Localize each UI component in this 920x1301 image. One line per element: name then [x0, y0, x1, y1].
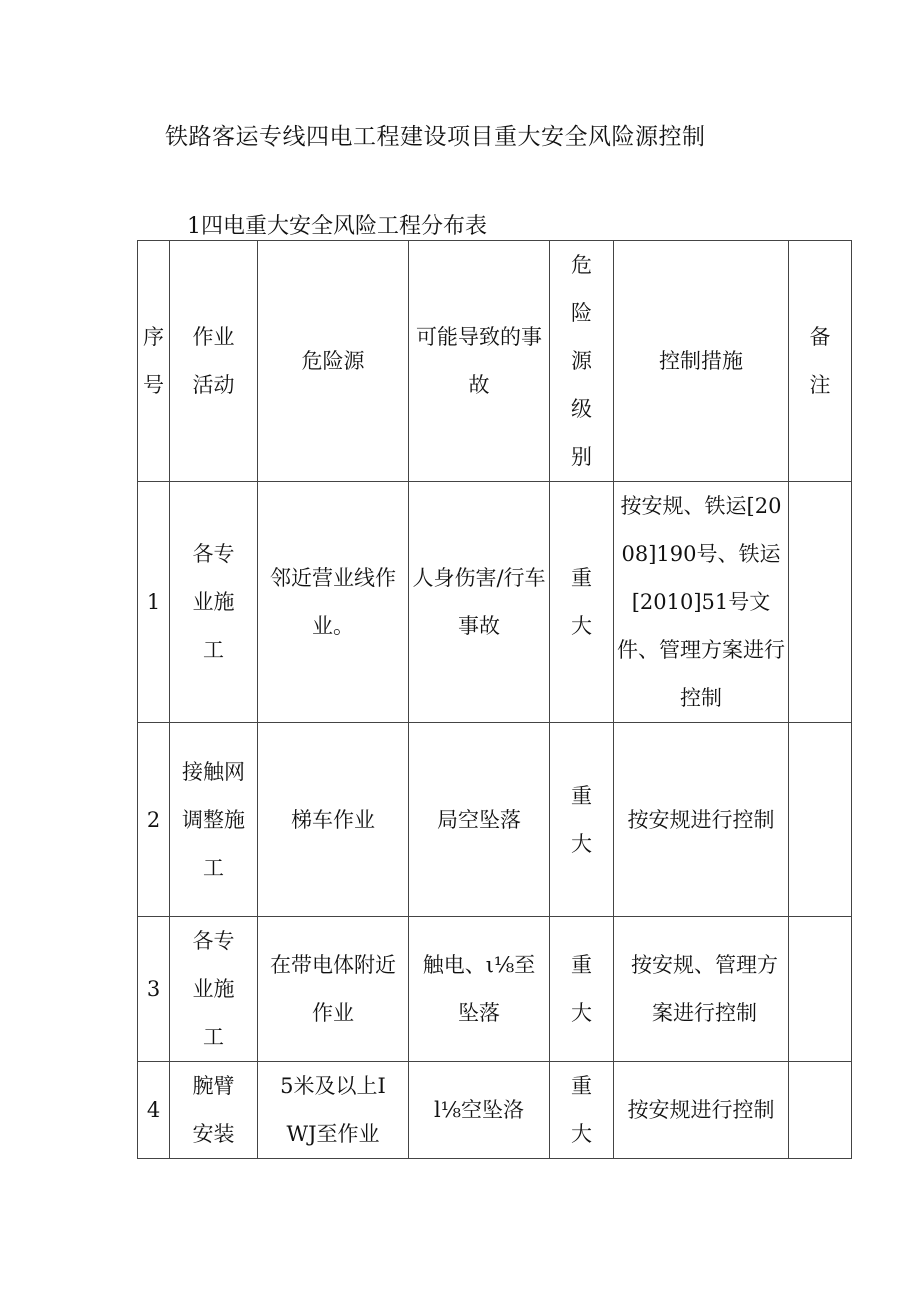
table-row	[138, 723, 852, 917]
row-measures: 按安规、管理方案进行控制	[614, 917, 789, 1062]
document-title: 铁路客运专线四电工程建设项目重大安全风险源控制	[165, 124, 706, 150]
row-accident: 触电、ι⅛至坠落	[409, 917, 550, 1062]
row-accident: 人身伤害/行车事故	[409, 482, 550, 723]
row-level: 重大	[550, 723, 614, 917]
row-measures: 按安规进行控制	[614, 1062, 789, 1159]
header-accident: 可能导致的事故	[409, 241, 550, 482]
header-hazard: 危险源	[258, 241, 409, 482]
row-hazard: 梯车作业	[258, 723, 409, 917]
header-remarks: 备注	[789, 241, 852, 482]
row-activity: 各专业施工	[170, 917, 258, 1062]
header-activity: 作业活动	[170, 241, 258, 482]
row-hazard: 邻近营业线作业。	[258, 482, 409, 723]
hazard-distribution-table	[137, 240, 852, 1159]
table-row	[138, 482, 852, 723]
row-level: 重大	[550, 482, 614, 723]
row-hazard: 5米及以上IWJ至作业	[258, 1062, 409, 1159]
row-activity: 腕臂安装	[170, 1062, 258, 1159]
header-measures: 控制措施	[614, 241, 789, 482]
row-seq: 2	[138, 723, 170, 917]
row-seq: 1	[138, 482, 170, 723]
table-row	[138, 917, 852, 1062]
row-remarks	[789, 482, 852, 723]
header-seq: 序号	[138, 241, 170, 482]
row-level: 重大	[550, 1062, 614, 1159]
row-activity: 接触网调整施工	[170, 723, 258, 917]
row-measures: 按安规进行控制	[614, 723, 789, 917]
header-level: 危险源级别	[550, 241, 614, 482]
row-remarks	[789, 917, 852, 1062]
row-hazard: 在带电体附近作业	[258, 917, 409, 1062]
row-measures: 按安规、铁运[2008]190号、铁运[2010]51号文件、管理方案进行控制	[614, 482, 789, 723]
table-caption: 1四电重大安全风险工程分布表	[187, 214, 487, 239]
row-level: 重大	[550, 917, 614, 1062]
table-row	[138, 1062, 852, 1159]
row-remarks	[789, 1062, 852, 1159]
row-seq: 4	[138, 1062, 170, 1159]
row-accident: l⅛空坠洛	[409, 1062, 550, 1159]
row-remarks	[789, 723, 852, 917]
row-activity: 各专业施工	[170, 482, 258, 723]
table-header-row	[138, 241, 852, 482]
row-accident: 局空坠落	[409, 723, 550, 917]
row-seq: 3	[138, 917, 170, 1062]
